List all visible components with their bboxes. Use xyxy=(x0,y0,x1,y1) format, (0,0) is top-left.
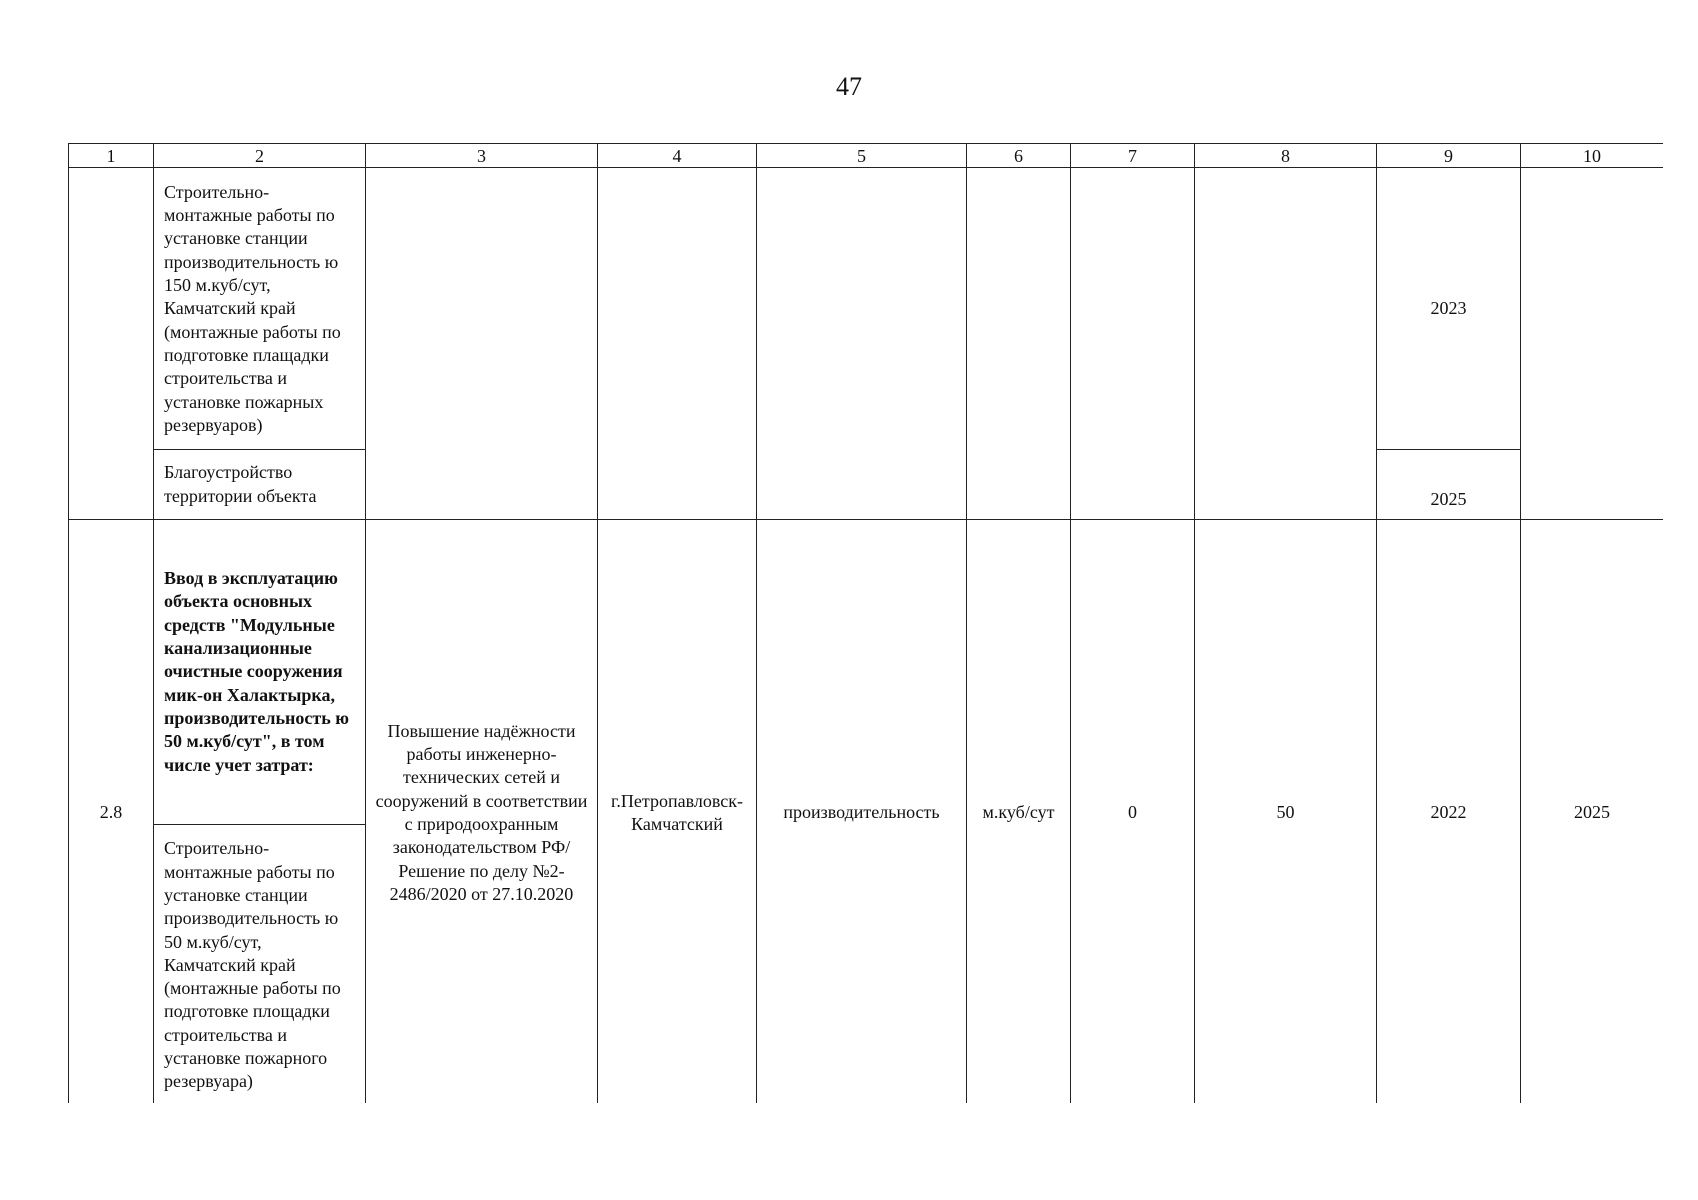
purpose-cell: Повышение надёжности работы инженерно-технических сетей и сооружений в соответствии с природоохранным законодательством РФ/Решение по делу №2-2486/2020 от 27.10.2020 xyxy=(366,520,598,1104)
value-after-cell xyxy=(1195,168,1377,520)
table-row xyxy=(69,168,1664,450)
page-number: 47 xyxy=(836,72,862,101)
year-cell: 2023 xyxy=(1377,168,1521,450)
column-number: 4 xyxy=(598,144,757,168)
column-number: 6 xyxy=(967,144,1071,168)
column-number-row xyxy=(69,144,1664,168)
value-before-cell: 0 xyxy=(1071,520,1195,1104)
indicator-cell xyxy=(757,168,967,520)
column-number: 9 xyxy=(1377,144,1521,168)
location-cell: г.Петропавловск-Камчатский xyxy=(598,520,757,1104)
row-number-cell: 2.8 xyxy=(69,520,154,1104)
end-year-cell: 2025 xyxy=(1521,520,1664,1104)
work-item-cell: Строительно-монтажные работы по установке станции производительность ю 150 м.куб/сут, Камчатский край (монтажные работы по подготовке плащадки строительства и установке пожарных резервуаров) xyxy=(154,168,366,450)
investment-program-table xyxy=(68,143,1663,1103)
column-number: 8 xyxy=(1195,144,1377,168)
value-after-cell: 50 xyxy=(1195,520,1377,1104)
unit-cell xyxy=(967,168,1071,520)
value-before-cell xyxy=(1071,168,1195,520)
indicator-cell: производительность xyxy=(757,520,967,1104)
column-number: 7 xyxy=(1071,144,1195,168)
column-number: 10 xyxy=(1521,144,1664,168)
start-year-cell: 2022 xyxy=(1377,520,1521,1104)
location-cell xyxy=(598,168,757,520)
unit-cell: м.куб/сут xyxy=(967,520,1071,1104)
column-number: 1 xyxy=(69,144,154,168)
column-number: 3 xyxy=(366,144,598,168)
purpose-cell xyxy=(366,168,598,520)
table-sheet xyxy=(68,143,1663,1103)
end-year-cell xyxy=(1521,168,1664,520)
column-number: 5 xyxy=(757,144,967,168)
work-item-cell: Благоустройство территории объекта xyxy=(154,450,366,520)
row-number-cell xyxy=(69,168,154,520)
year-cell: 2025 xyxy=(1377,450,1521,520)
object-title-cell: Ввод в эксплуатацию объекта основных средств "Модульные канализационные очистные сооружения мик-он Халактырка, производительность ю 50 м.куб/сут", в том числе учет затрат: xyxy=(154,520,366,825)
column-number: 2 xyxy=(154,144,366,168)
work-item-cell: Строительно-монтажные работы по установке станции производительность ю 50 м.куб/сут, Камчатский край (монтажные работы по подготовке площадки строительства и установке пожарного резервуара) xyxy=(154,825,366,1104)
table-row xyxy=(69,520,1664,825)
